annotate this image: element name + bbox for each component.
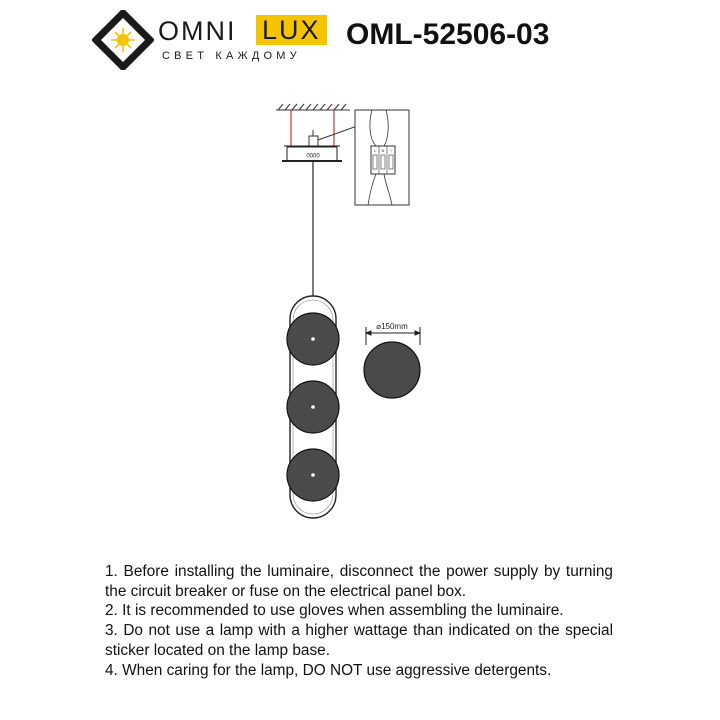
wiring-detail — [355, 110, 409, 205]
instruction-3: 3. Do not use a lamp with a higher wattage than indicated on the special sticker located on the lamp base. — [105, 622, 613, 659]
side-disc — [364, 342, 420, 398]
svg-text:N: N — [381, 148, 385, 153]
svg-text:L: L — [373, 148, 377, 153]
safety-instructions — [105, 562, 613, 680]
terminal-block — [309, 136, 318, 146]
svg-text:⏚: ⏚ — [389, 148, 393, 153]
brand-lux-text: LUX — [256, 15, 327, 45]
instruction-2: 2. It is recommended to use gloves when assembling the luminaire. — [105, 602, 564, 620]
model-number: OML-52506-03 — [346, 18, 550, 51]
pendant-disc-3 — [287, 449, 339, 501]
ceiling-line — [276, 104, 350, 110]
brand-tagline: СВЕТ КАЖДОМУ — [162, 50, 301, 62]
canopy-label: 0000 — [306, 153, 320, 160]
brand-omni-text: OMNI — [158, 16, 237, 46]
instruction-4: 4. When caring for the lamp, DO NOT use aggressive detergents. — [105, 661, 552, 679]
diameter-label: ⌀150mm — [376, 322, 408, 331]
instruction-1: 1. Before installing the luminaire, disconnect the power supply by turning the circuit breaker or fuse on the electrical panel box. — [105, 563, 613, 600]
pendant-disc-2 — [287, 381, 339, 433]
pendant-disc-1 — [287, 313, 339, 365]
